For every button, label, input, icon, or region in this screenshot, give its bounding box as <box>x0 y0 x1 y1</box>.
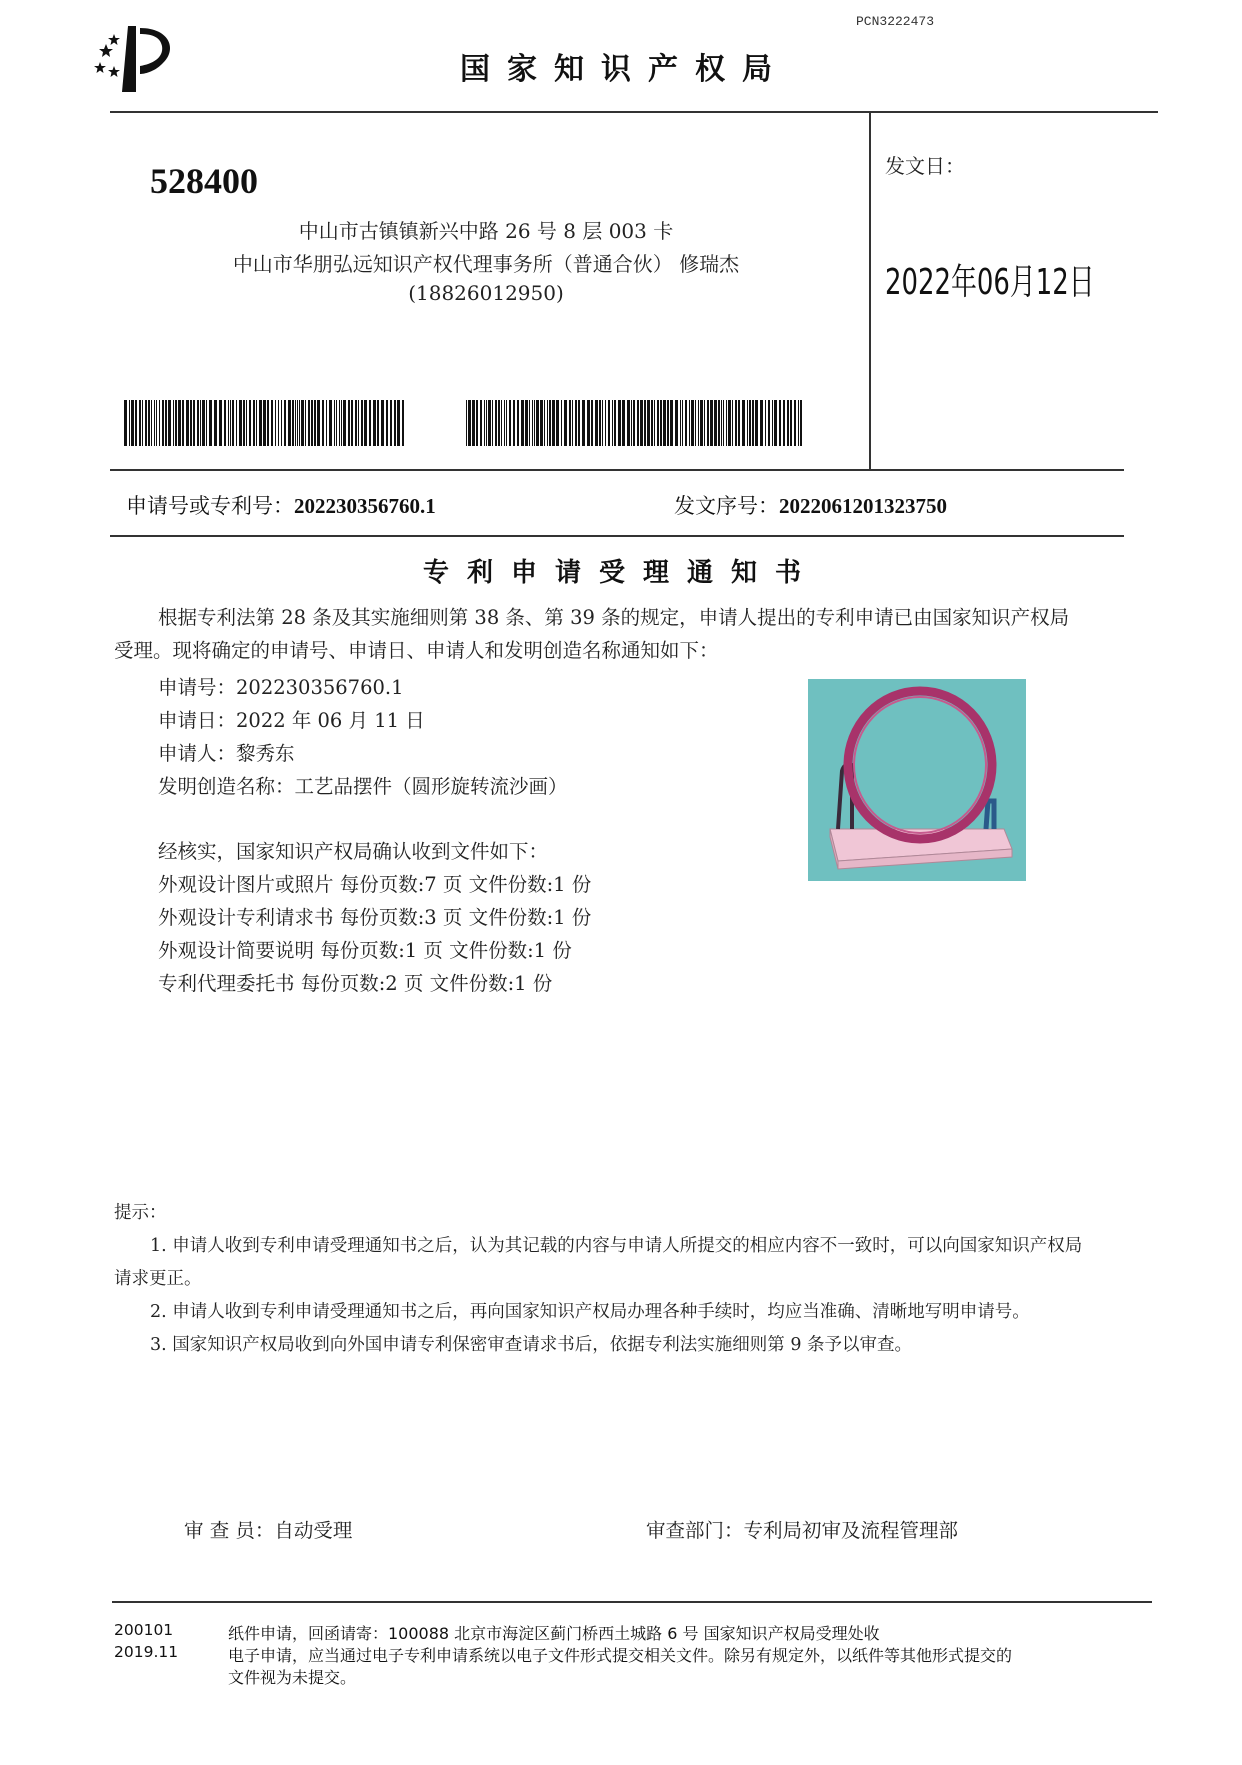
recipient-address: 中山市古镇镇新兴中路 26 号 8 层 003 卡 <box>298 219 674 243</box>
barcode-bar <box>219 400 222 446</box>
barcode-bar <box>341 400 342 446</box>
barcode-bar <box>595 400 598 446</box>
tips-heading: 提示： <box>114 1203 167 1223</box>
barcode-bar <box>142 400 143 446</box>
barcode-bar <box>682 400 683 446</box>
barcode-bar <box>637 400 639 446</box>
barcode-bar <box>317 400 320 446</box>
barcode-bar <box>631 400 632 446</box>
barcode-bar <box>246 400 247 446</box>
barcode-bar <box>334 400 335 446</box>
barcode-bar <box>178 400 181 446</box>
barcode-bar <box>529 400 530 446</box>
barcode-bar <box>667 400 669 446</box>
notice-intro-line-2: 受理。现将确定的申请号、申请日、申请人和发明创造名称通知如下： <box>114 639 719 662</box>
examiner-signature: 审 查 员：自动受理 <box>184 1519 353 1542</box>
barcode-bar <box>472 400 475 446</box>
barcode-bar <box>288 400 291 446</box>
barcode-bar <box>587 400 590 446</box>
tip-1-line-1: 1. 申请人收到专利申请受理通知书之后，认为其记载的内容与申请人所提交的相应内容不一致时，可以向国家知识产权局 <box>150 1236 1083 1256</box>
barcode-bar <box>517 400 519 446</box>
footer-divider <box>112 1601 1152 1603</box>
cnipa-logo-icon <box>92 22 192 94</box>
barcode-bar <box>308 400 310 446</box>
barcode-bar <box>369 400 371 446</box>
barcode-bar <box>230 400 231 446</box>
received-document-4: 专利代理委托书 每份页数:2 页 文件份数:1 份 <box>158 972 553 995</box>
barcode-bar <box>633 400 635 446</box>
barcode-bar <box>723 400 724 446</box>
barcode-right <box>466 400 804 446</box>
barcode-bar <box>351 400 353 446</box>
barcode-bar <box>591 400 593 446</box>
barcode-bar <box>488 400 491 446</box>
barcode-bar <box>772 400 773 446</box>
field-filing-date: 申请日：2022 年 06 月 11 日 <box>158 709 425 732</box>
barcode-bar <box>680 400 681 446</box>
barcode-bar <box>689 400 690 446</box>
footer-form-version: 2019.11 <box>114 1643 179 1661</box>
barcode-bar <box>466 400 467 446</box>
barcode-bar <box>670 400 673 446</box>
barcode-bar <box>765 400 766 446</box>
barcode-bar <box>148 400 150 446</box>
barcode-bar <box>197 400 199 446</box>
barcode-bar <box>561 400 562 446</box>
barcode-bar <box>575 400 577 446</box>
barcode-bar <box>486 400 487 446</box>
barcode-bar <box>156 400 157 446</box>
barcode-bar <box>267 400 269 446</box>
barcode-bar <box>700 400 703 446</box>
barcode-bar <box>271 400 273 446</box>
barcode-bar <box>232 400 234 446</box>
barcode-bar <box>329 400 332 446</box>
barcode-left <box>124 400 406 446</box>
meta-divider <box>110 535 1124 537</box>
postcode: 528400 <box>150 161 258 201</box>
barcode-bar <box>131 400 134 446</box>
barcode-bar <box>297 400 298 446</box>
agency-phone: (18826012950) <box>408 281 564 305</box>
barcode-bar <box>168 400 171 446</box>
barcode-bar <box>165 400 167 446</box>
barcode-bar <box>281 400 282 446</box>
barcode-bar <box>498 400 500 446</box>
barcode-bar <box>135 400 137 446</box>
barcode-bar <box>614 400 616 446</box>
agency-name: 中山市华朋弘远知识产权代理事务所（普通合伙） 修瑞杰 <box>232 252 740 276</box>
barcode-bar <box>728 400 731 446</box>
barcode-bar <box>124 400 127 446</box>
notice-intro-line-1: 根据专利法第 28 条及其实施细则第 38 条、第 39 条的规定，申请人提出的专利申请已由国家知识产权局 <box>158 606 1070 629</box>
document-code: PCN3222473 <box>856 14 935 29</box>
barcode-bar <box>654 400 655 446</box>
barcode-bar <box>236 400 237 446</box>
barcode-bar <box>397 400 400 446</box>
barcode-bar <box>182 400 184 446</box>
barcode-bar <box>752 400 754 446</box>
barcode-bar <box>644 400 646 446</box>
barcode-bar <box>651 400 653 446</box>
barcode-bar <box>552 400 555 446</box>
barcode-bar <box>695 400 696 446</box>
barcode-bar <box>721 400 722 446</box>
barcode-bar <box>760 400 763 446</box>
footer-mailing-note: 纸件申请，回函请寄：100088 北京市海淀区蓟门桥西土城路 6 号 国家知识产权局受理处收 <box>228 1624 880 1643</box>
barcode-bar <box>256 400 257 446</box>
barcode-bar <box>480 400 482 446</box>
barcode-bar <box>726 400 727 446</box>
barcode-bar <box>206 400 207 446</box>
barcode-bar <box>402 400 404 446</box>
barcode-bar <box>249 400 251 446</box>
barcode-bar <box>154 400 155 446</box>
barcode-bar <box>618 400 621 446</box>
barcode-bar <box>787 400 789 446</box>
barcode-bar <box>355 400 357 446</box>
barcode-bar <box>214 400 217 446</box>
barcode-bar <box>377 400 379 446</box>
barcode-bar <box>202 400 205 446</box>
barcode-bar <box>301 400 304 446</box>
barcode-bar <box>305 400 306 446</box>
barcode-bar <box>779 400 781 446</box>
barcode-bar <box>525 400 528 446</box>
header-divider <box>110 111 1158 113</box>
barcode-bar <box>139 400 141 446</box>
barcode-bar <box>292 400 294 446</box>
barcode-bar <box>738 400 740 446</box>
barcode-bar <box>732 400 733 446</box>
confirm-heading: 经核实，国家知识产权局确认收到文件如下： <box>158 840 549 863</box>
dispatch-date-label: 发文日： <box>885 154 965 178</box>
barcode-bar <box>547 400 548 446</box>
barcode-bar <box>718 400 720 446</box>
barcode-bar <box>578 400 580 446</box>
barcode-bar <box>534 400 535 446</box>
address-date-divider <box>869 111 871 469</box>
barcode-bar <box>173 400 174 446</box>
barcode-bar <box>627 400 630 446</box>
barcode-bar <box>339 400 340 446</box>
barcode-bar <box>735 400 737 446</box>
application-number-label: 申请号或专利号： <box>126 494 294 518</box>
barcode-bar <box>704 400 705 446</box>
barcode-bar <box>492 400 493 446</box>
barcode-bar <box>532 400 533 446</box>
barcode-bar <box>599 400 601 446</box>
barcode-bar <box>336 400 337 446</box>
barcode-bar <box>151 400 152 446</box>
barcode-bar <box>373 400 376 446</box>
barcode-bar <box>521 400 524 446</box>
barcode-bar <box>536 400 539 446</box>
barcode-bar <box>612 400 613 446</box>
barcode-bar <box>714 400 717 446</box>
application-number-line <box>126 490 436 520</box>
barcode-bar <box>647 400 650 446</box>
barcode-bar <box>364 400 367 446</box>
barcode-bar <box>504 400 505 446</box>
barcode-bar <box>314 400 316 446</box>
barcode-bar <box>691 400 694 446</box>
barcode-bar <box>572 400 573 446</box>
barcode-bar <box>299 400 300 446</box>
barcode-bar <box>468 400 471 446</box>
barcode-bar <box>381 400 384 446</box>
barcode-bar <box>556 400 559 446</box>
barcode-bar <box>698 400 699 446</box>
barcode-bar <box>361 400 363 446</box>
barcode-bar <box>540 400 543 446</box>
barcode-bar <box>509 400 511 446</box>
barcode-bar <box>798 400 799 446</box>
barcode-bar <box>343 400 346 446</box>
field-applicant: 申请人：黎秀东 <box>158 742 295 765</box>
barcode-bar <box>175 400 177 446</box>
barcode-bar <box>582 400 585 446</box>
barcode-bar <box>660 400 662 446</box>
footer-electronic-note: 电子申请，应当通过电子专利申请系统以电子文件形式提交相关文件。除另有规定外，以纸件等其他形式提交的 <box>228 1646 1013 1665</box>
field-design-title: 发明创造名称：工艺品摆件（圆形旋转流沙画） <box>158 775 568 798</box>
barcode-bar <box>663 400 666 446</box>
received-document-1: 外观设计图片或照片 每份页数:7 页 文件份数:1 份 <box>158 873 592 896</box>
barcode-bar <box>348 400 350 446</box>
barcode-bar <box>253 400 255 446</box>
barcode-bar <box>390 400 392 446</box>
barcode-bar <box>209 400 212 446</box>
serial-number: 2022061201323750 <box>779 494 947 518</box>
barcode-bar <box>159 400 160 446</box>
barcode-bar <box>506 400 507 446</box>
barcode-bar <box>484 400 485 446</box>
received-document-3: 外观设计简要说明 每份页数:1 页 文件份数:1 份 <box>158 939 572 962</box>
barcode-bar <box>386 400 388 446</box>
barcode-bar <box>224 400 226 446</box>
barcode-bar <box>749 400 751 446</box>
barcode-bar <box>602 400 603 446</box>
tip-2: 2. 申请人收到专利申请受理通知书之后，再向国家知识产权局办理各种手续时，均应当准确、清晰地写明申请号。 <box>150 1302 1030 1322</box>
application-number: 202230356760.1 <box>294 494 436 518</box>
barcode-bar <box>800 400 802 446</box>
dispatch-date-value: 2022年06月12日 <box>885 262 1095 303</box>
barcode-bar <box>295 400 296 446</box>
field-application-number: 申请号：202230356760.1 <box>158 676 404 699</box>
barcode-bar <box>564 400 567 446</box>
barcode-bar <box>675 400 678 446</box>
barcode-bar <box>685 400 687 446</box>
barcode-bar <box>790 400 792 446</box>
barcode-bar <box>263 400 266 446</box>
barcode-bar <box>513 400 515 446</box>
barcode-bar <box>239 400 242 446</box>
barcode-bar <box>228 400 229 446</box>
notice-title: 专利申请受理通知书 <box>422 558 819 588</box>
barcode-bar <box>200 400 201 446</box>
barcode-bar <box>394 400 396 446</box>
barcode-bar <box>322 400 324 446</box>
address-block-divider <box>110 469 1124 471</box>
barcode-bar <box>605 400 606 446</box>
serial-number-line <box>674 490 947 520</box>
barcode-bar <box>145 400 147 446</box>
barcode-bar <box>783 400 785 446</box>
barcode-bar <box>259 400 262 446</box>
barcode-bar <box>707 400 709 446</box>
tip-1-line-2: 请求更正。 <box>114 1269 202 1289</box>
barcode-bar <box>622 400 625 446</box>
barcode-bar <box>501 400 502 446</box>
barcode-bar <box>326 400 327 446</box>
barcode-bar <box>358 400 359 446</box>
serial-number-label: 发文序号： <box>674 494 779 518</box>
barcode-bar <box>747 400 748 446</box>
barcode-bar <box>129 400 130 446</box>
received-document-2: 外观设计专利请求书 每份页数:3 页 文件份数:1 份 <box>158 906 592 929</box>
barcode-bar <box>657 400 659 446</box>
barcode-bar <box>162 400 164 446</box>
barcode-bar <box>742 400 745 446</box>
barcode-bar <box>190 400 192 446</box>
footer-electronic-note-cont: 文件视为未提交。 <box>228 1668 357 1687</box>
barcode-bar <box>569 400 571 446</box>
footer-form-code: 200101 <box>114 1621 174 1639</box>
barcode-bar <box>549 400 551 446</box>
barcode-bar <box>768 400 770 446</box>
barcode-bar <box>794 400 796 446</box>
rotating-sand-art-frame-image <box>808 679 1026 881</box>
tip-3: 3. 国家知识产权局收到向外国申请专利保密审查请求书后，依据专利法实施细则第 9 条予以审查。 <box>150 1335 913 1355</box>
barcode-bar <box>311 400 313 446</box>
office-title: 国家知识产权局 <box>460 52 789 87</box>
barcode-bar <box>278 400 279 446</box>
barcode-bar <box>544 400 545 446</box>
barcode-bar <box>284 400 286 446</box>
barcode-bar <box>275 400 276 446</box>
barcode-bar <box>186 400 189 446</box>
barcode-bar <box>476 400 478 446</box>
barcode-bar <box>243 400 245 446</box>
barcode-bar <box>640 400 643 446</box>
barcode-bar <box>495 400 497 446</box>
department-signature: 审查部门：专利局初审及流程管理部 <box>646 1519 959 1542</box>
barcode-bar <box>710 400 713 446</box>
barcode-bar <box>193 400 195 446</box>
barcode-bar <box>608 400 610 446</box>
barcode-bar <box>774 400 777 446</box>
barcode-bar <box>755 400 758 446</box>
